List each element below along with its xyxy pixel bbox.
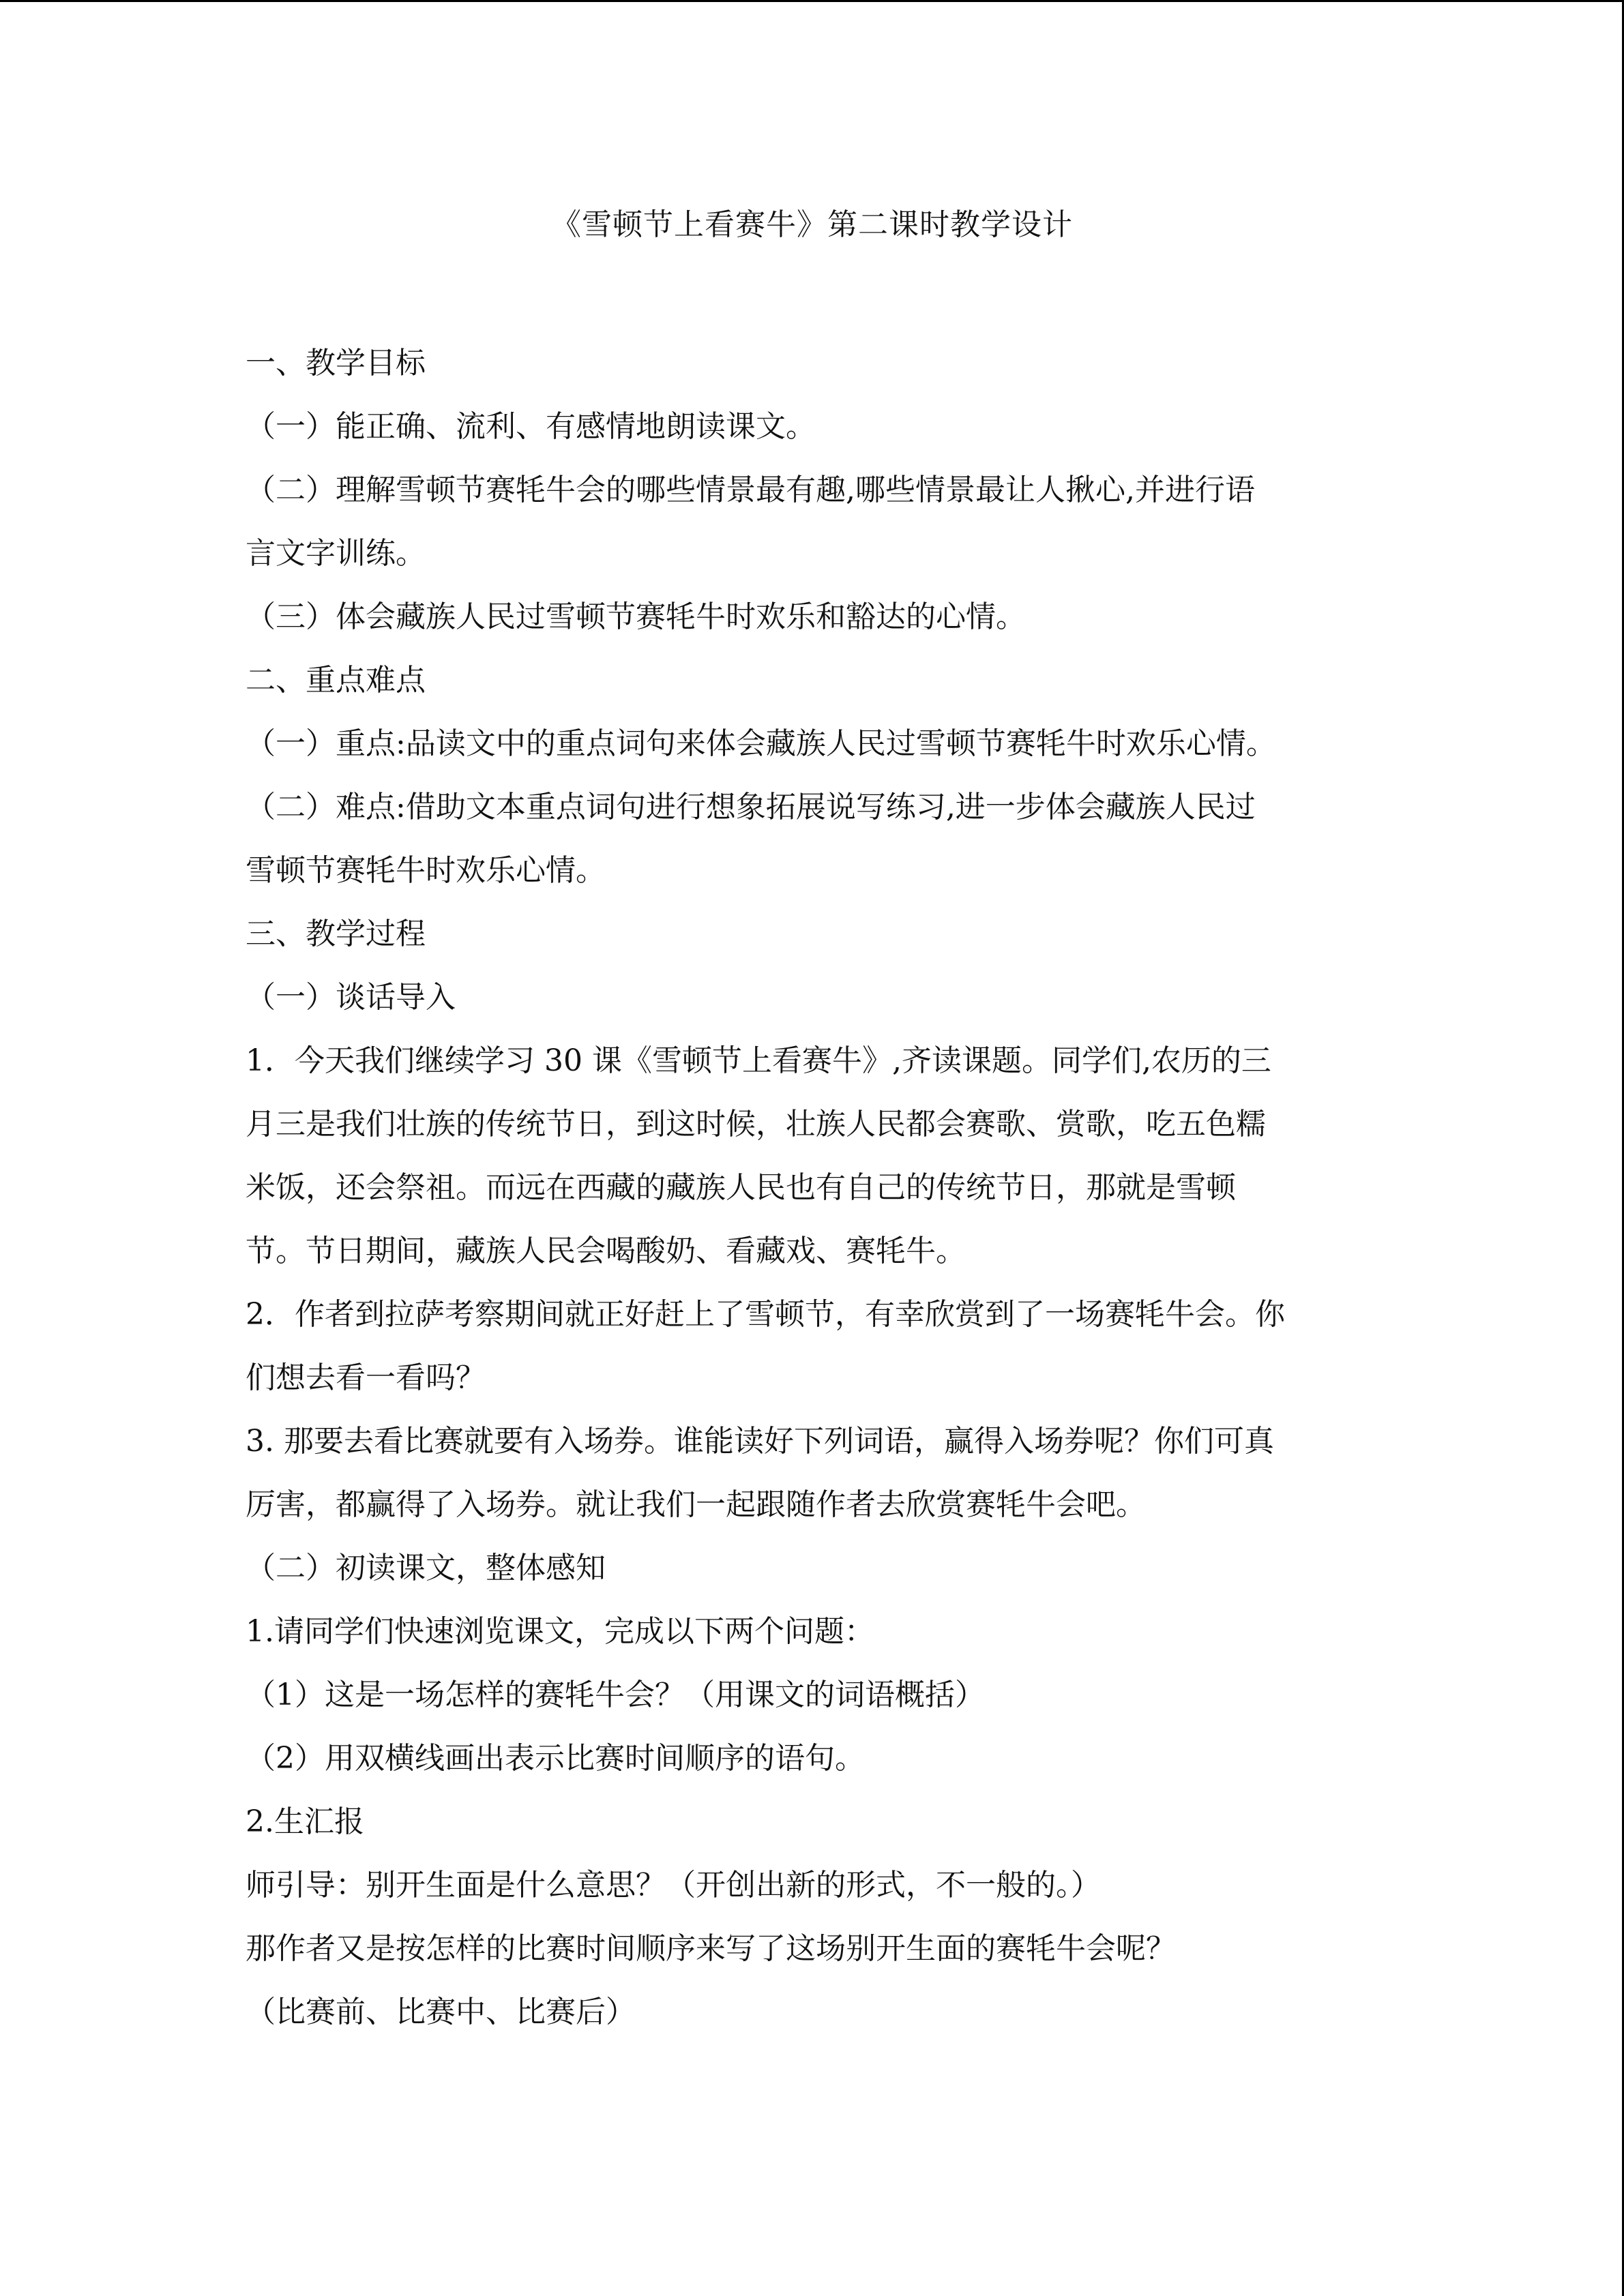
goal-item: （二）理解雪顿节赛牦牛会的哪些情景最有趣,哪些情景最让人揪心,并进行语 [246,473,1255,507]
question-item: （1）这是一场怎样的赛牦牛会？（用课文的词语概括） [246,1678,985,1712]
paragraph-line: 们想去看一看吗？ [246,1360,486,1395]
key-point-item: （一）重点:品读文中的重点词句来体会藏族人民过雪顿节赛牦牛时欢乐心情。 [246,726,1276,761]
paragraph-line: 米饭，还会祭祖。而远在西藏的藏族人民也有自己的传统节日，那就是雪顿 [246,1170,1236,1205]
document-body [246,331,1391,2044]
goal-item: （三）体会藏族人民过雪顿节赛牦牛时欢乐和豁达的心情。 [246,599,1026,634]
paragraph-line: 2.生汇报 [246,1804,364,1839]
paragraph-line: （比赛前、比赛中、比赛后） [246,1995,636,2029]
subsection-heading: （一）谈话导入 [246,980,456,1015]
difficulty-item-continued: 雪顿节赛牦牛时欢乐心情。 [246,853,606,888]
paragraph-line: 月三是我们壮族的传统节日，到这时候，壮族人民都会赛歌、赏歌，吃五色糯 [246,1107,1266,1142]
question-item: （2）用双横线画出表示比赛时间顺序的语句。 [246,1741,865,1776]
paragraph-line: 厉害，都赢得了入场券。就让我们一起跟随作者去欣赏赛牦牛会吧。 [246,1487,1146,1522]
page-border-top [0,0,1624,2]
paragraph-line: 3. 那要去看比赛就要有入场券。谁能读好下列词语，赢得入场券呢？你们可真 [246,1424,1274,1459]
document-title: 《雪顿节上看赛牛》第二课时教学设计 [551,207,1073,242]
paragraph-line: 节。节日期间，藏族人民会喝酸奶、看藏戏、赛牦牛。 [246,1234,966,1268]
paragraph-line: 师引导：别开生面是什么意思？（开创出新的形式，不一般的。） [246,1868,1101,1903]
paragraph-line: 1．今天我们继续学习 30 课《雪顿节上看赛牛》,齐读课题。同学们,农历的三 [246,1043,1271,1078]
goal-item: （一）能正确、流利、有感情地朗读课文。 [246,409,816,444]
paragraph-line: 2．作者到拉萨考察期间就正好赶上了雪顿节，有幸欣赏到了一场赛牦牛会。你 [246,1297,1285,1332]
difficulty-item: （二）难点:借助文本重点词句进行想象拓展说写练习,进一步体会藏族人民过 [246,790,1256,824]
section-heading-process: 三、教学过程 [246,916,426,951]
subsection-heading: （二）初读课文，整体感知 [246,1551,606,1585]
paragraph-line: 1.请同学们快速浏览课文，完成以下两个问题： [246,1614,874,1649]
paragraph-line: 那作者又是按怎样的比赛时间顺序来写了这场别开生面的赛牦牛会呢？ [246,1931,1176,1966]
section-heading-key-points: 二、重点难点 [246,663,426,698]
goal-item-continued: 言文字训练。 [246,536,426,571]
section-heading-goals: 一、教学目标 [246,346,426,381]
